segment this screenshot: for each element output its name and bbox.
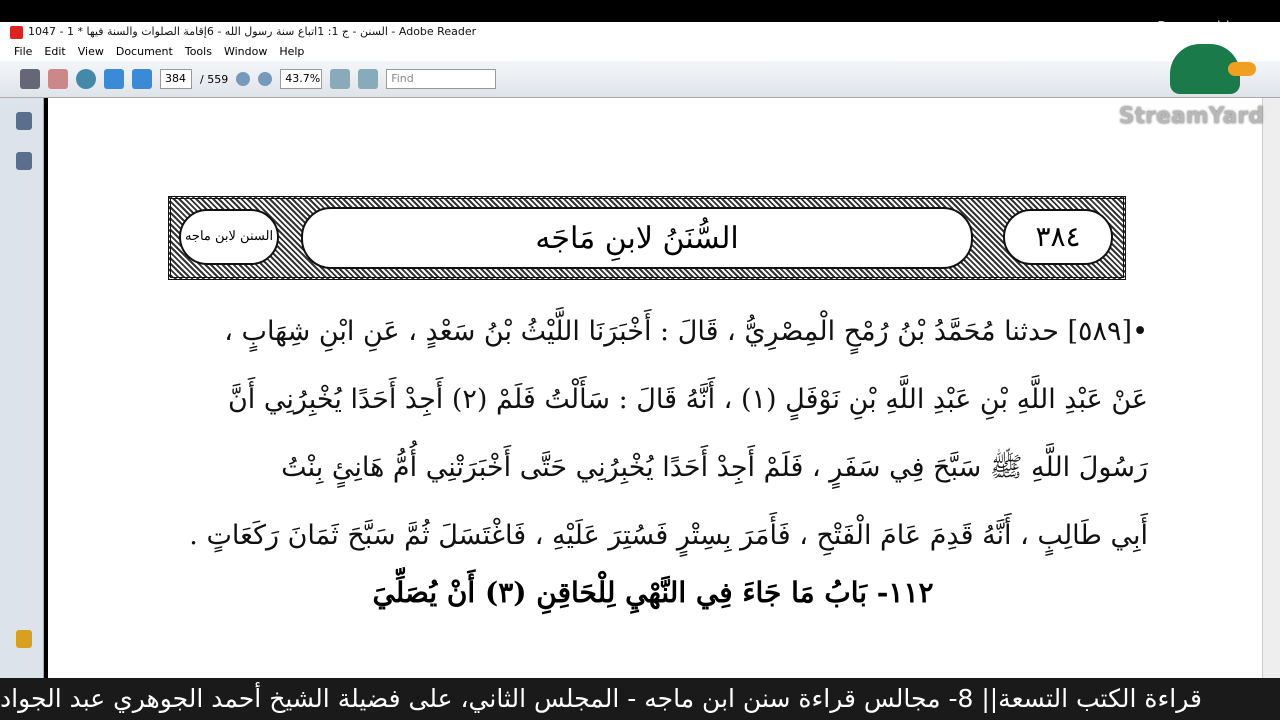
pdf-icon	[10, 26, 23, 39]
share-icon[interactable]	[48, 69, 68, 89]
menu-edit[interactable]: Edit	[44, 45, 66, 58]
page-number: ٣٨٤	[1003, 209, 1113, 265]
news-ticker: قراءة الكتب التسعة|| 8- مجالس قراءة سنن ابن ماجه - المجلس الثاني، على فضيلة الشيخ أحمد الجوهري عبد الجواد	[0, 678, 1280, 720]
zoom-in-icon[interactable]	[258, 72, 272, 86]
toolbar	[0, 61, 1280, 98]
collaborate-icon[interactable]	[76, 69, 96, 89]
page-total: / 559	[200, 72, 229, 86]
fit-page-icon[interactable]	[358, 69, 378, 89]
menu-window[interactable]: Window	[223, 45, 268, 58]
book-seal: السنن لابن ماجه	[179, 209, 279, 265]
menu-document[interactable]: Document	[115, 45, 173, 58]
menu-tools[interactable]: Tools	[184, 45, 212, 58]
find-input[interactable]: Find	[386, 69, 496, 89]
text-line: رَسُولَ اللَّهِ ﷺ سَبَّحَ فِي سَفَرٍ ، فَلَمْ أَجِدْ أَحَدًا يُخْبِرُنِي حَتَّى أَخْبَرَتْنِي أُمُّ هَانِئٍ بِنْتُ	[281, 452, 1148, 483]
next-page-icon[interactable]	[132, 69, 152, 89]
book-title: السُّنَنُ لابنِ مَاجَه	[301, 207, 973, 269]
duck-logo-icon	[1170, 44, 1240, 94]
streamyard-brand: StreamYard	[1118, 104, 1264, 129]
top-black-bar	[0, 0, 1280, 22]
powered-by-text: Powered by	[1157, 18, 1244, 36]
menu-bar	[0, 42, 1280, 61]
chapter-heading: ١١٢- بَابُ مَا جَاءَ فِي النَّهْيِ لِلْحَاقِنِ (٣) أَنْ يُصَلِّيَ	[372, 576, 934, 609]
print-icon[interactable]	[20, 69, 40, 89]
navigation-panel	[0, 98, 44, 678]
menu-view[interactable]: View	[77, 45, 104, 58]
menu-help[interactable]: Help	[279, 45, 305, 58]
pages-icon[interactable]	[16, 112, 32, 130]
fit-width-icon[interactable]	[330, 69, 350, 89]
zoom-input[interactable]: 43.7%	[280, 69, 322, 89]
page-header-banner	[168, 196, 1126, 280]
comments-icon[interactable]	[16, 630, 32, 648]
pdf-page	[48, 98, 1262, 678]
text-line: عَنْ عَبْدِ اللَّهِ بْنِ عَبْدِ اللَّهِ بْنِ نَوْفَلٍ (١) ، أَنَّهُ قَالَ : سَأَلْتُ فَلَمْ (٢) أَجِدْ أَحَدًا يُخْبِرُنِي أَنَّ	[227, 384, 1148, 415]
hadith-text	[158, 298, 1148, 570]
window-title: السنن - ج 1: 1اتباع سنة رسول الله - 6إقامة الصلوات والسنة فيها * 1 - 1047 - Adobe Reader	[28, 25, 477, 38]
text-line: •[٥٨٩] حدثنا مُحَمَّدُ بْنُ رُمْحٍ الْمِصْرِيُّ ، قَالَ : أَخْبَرَنَا اللَّيْثُ بْنُ سَعْدٍ ، عَنِ ابْنِ شِهَابٍ ،	[224, 316, 1148, 347]
previous-page-icon[interactable]	[104, 69, 124, 89]
text-line: أَبِي طَالِبٍ ، أَنَّهُ قَدِمَ عَامَ الْفَتْحِ ، فَأَمَرَ بِسِتْرٍ فَسُتِرَ عَلَيْهِ ، فَاغْتَسَلَ ثُمَّ سَبَّحَ ثَمَانَ رَكَعَاتٍ .	[189, 520, 1148, 551]
page-number-input[interactable]: 384	[160, 69, 192, 89]
window-title-bar	[0, 22, 1280, 42]
attachments-icon[interactable]	[16, 152, 32, 170]
vertical-scrollbar[interactable]	[1262, 98, 1280, 678]
zoom-out-icon[interactable]	[236, 72, 250, 86]
menu-file[interactable]: File	[14, 45, 33, 58]
